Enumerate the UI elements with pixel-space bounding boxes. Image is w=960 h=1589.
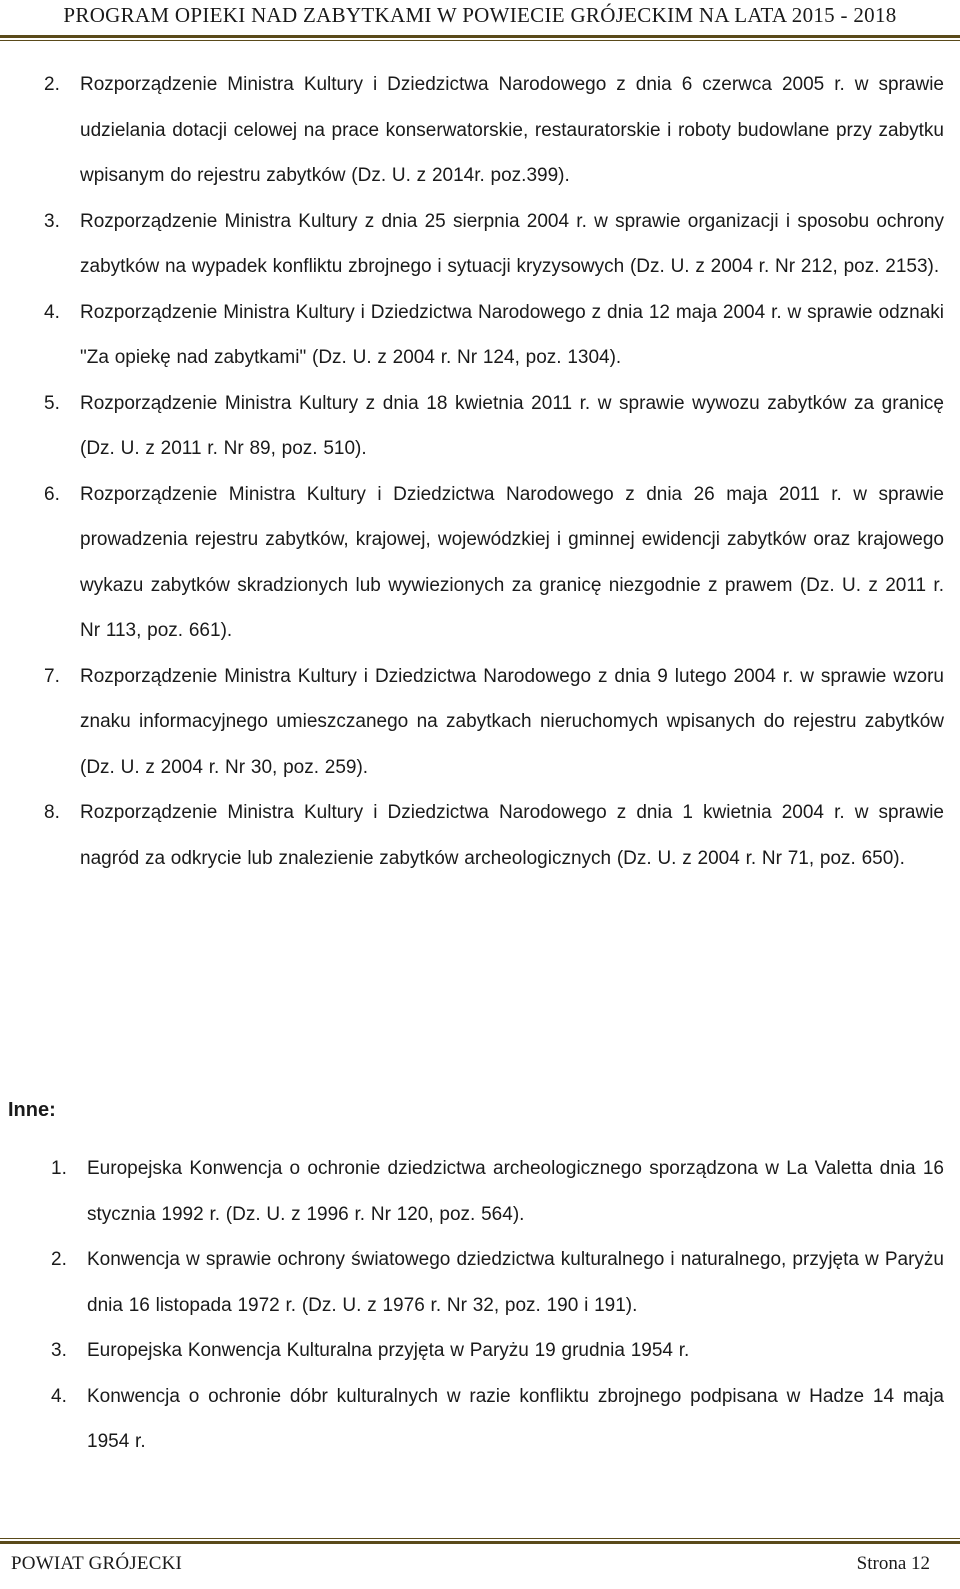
list-item-text: Rozporządzenie Ministra Kultury i Dziedzictwa Narodowego z dnia 12 maja 2004 r. w sprawie odznaki "Za opiekę nad zabytkami" (Dz. U. z 2004 r. Nr 124, poz. 1304).	[80, 301, 944, 368]
list-item-text: Europejska Konwencja Kulturalna przyjęta w Paryżu 19 grudnia 1954 r.	[87, 1340, 690, 1361]
conventions-list	[0, 1146, 960, 1465]
list-item-number: 5.	[44, 392, 60, 414]
footer-rule	[0, 1541, 960, 1544]
list-item-text: Rozporządzenie Ministra Kultury z dnia 18 kwietnia 2011 r. w sprawie wywozu zabytków za granicę (Dz. U. z 2011 r. Nr 89, poz. 510).	[80, 392, 944, 459]
list-item-text: Rozporządzenie Ministra Kultury i Dziedzictwa Narodowego z dnia 1 kwietnia 2004 r. w sprawie nagród za odkrycie lub znalezienie zabytków archeologicznych (Dz. U. z 2004 r. Nr 71, poz. 650).	[80, 802, 944, 869]
list-item-number: 4.	[44, 301, 60, 323]
list-item-number: 7.	[44, 665, 60, 687]
list-item	[0, 1237, 960, 1328]
list-item	[0, 381, 960, 472]
list-item	[0, 1374, 960, 1465]
list-item-text: Rozporządzenie Ministra Kultury i Dziedzictwa Narodowego z dnia 26 maja 2011 r. w sprawie prowadzenia rejestru zabytków, krajowej, wojewódzkiej i gminnej ewidencji zabytków oraz krajowego wykazu zabytków skradzionych lub wywiezionych za granicę niezgodnie z prawem (Dz. U. z 2011 r. Nr 113, poz. 661).	[80, 483, 944, 641]
list-item	[0, 1328, 960, 1374]
list-item-text: Rozporządzenie Ministra Kultury i Dziedzictwa Narodowego z dnia 6 czerwca 2005 r. w sprawie udzielania dotacji celowej na prace konserwatorskie, restauratorskie i roboty budowlane przy zabytku wpisanym do rejestru zabytków (Dz. U. z 2014r. poz.399).	[80, 74, 944, 186]
list-item	[0, 654, 960, 791]
list-item-text: Rozporządzenie Ministra Kultury z dnia 25 sierpnia 2004 r. w sprawie organizacji i sposobu ochrony zabytków na wypadek konfliktu zbrojnego i sytuacji kryzysowych (Dz. U. z 2004 r. Nr 212, poz. 2153).	[80, 210, 944, 277]
list-item	[0, 199, 960, 290]
list-item-number: 3.	[44, 210, 60, 232]
list-item-number: 6.	[44, 483, 60, 505]
list-item	[0, 290, 960, 381]
page-number: Strona 12	[856, 1553, 930, 1574]
list-item-number: 1.	[51, 1158, 67, 1179]
list-item	[0, 1146, 960, 1237]
legal-acts-list	[0, 62, 960, 881]
list-item	[0, 62, 960, 199]
list-item-number: 2.	[44, 74, 60, 95]
footer-rule-thin	[0, 1538, 960, 1539]
list-item-number: 2.	[51, 1249, 67, 1270]
list-item	[0, 472, 960, 654]
list-item-number: 3.	[51, 1340, 67, 1361]
list-item-number: 8.	[44, 802, 60, 823]
header-rule	[0, 35, 960, 38]
list-item-text: Rozporządzenie Ministra Kultury i Dziedzictwa Narodowego z dnia 9 lutego 2004 r. w sprawie wzoru znaku informacyjnego umieszczanego na zabytkach nieruchomych wpisanych do rejestru zabytków (Dz. U. z 2004 r. Nr 30, poz. 259).	[80, 665, 944, 778]
list-item-text: Europejska Konwencja o ochronie dziedzictwa archeologicznego sporządzona w La Valetta dnia 16 stycznia 1992 r. (Dz. U. z 1996 r. Nr 120, poz. 564).	[87, 1158, 944, 1225]
section-heading-other: Inne:	[8, 1099, 56, 1121]
list-item	[0, 790, 960, 881]
list-item-text: Konwencja o ochronie dóbr kulturalnych w razie konfliktu zbrojnego podpisana w Hadze 14 maja 1954 r.	[87, 1385, 944, 1452]
page-header: PROGRAM OPIEKI NAD ZABYTKAMI W POWIECIE GRÓJECKIM NA LATA 2015 - 2018	[63, 3, 897, 27]
list-item-number: 4.	[51, 1385, 67, 1407]
header-rule-thin	[0, 40, 960, 41]
list-item-text: Konwencja w sprawie ochrony światowego dziedzictwa kulturalnego i naturalnego, przyjęta w Paryżu dnia 16 listopada 1972 r. (Dz. U. z 1976 r. Nr 32, poz. 190 i 191).	[87, 1249, 944, 1316]
footer-county-name: POWIAT GRÓJECKI	[11, 1553, 183, 1574]
